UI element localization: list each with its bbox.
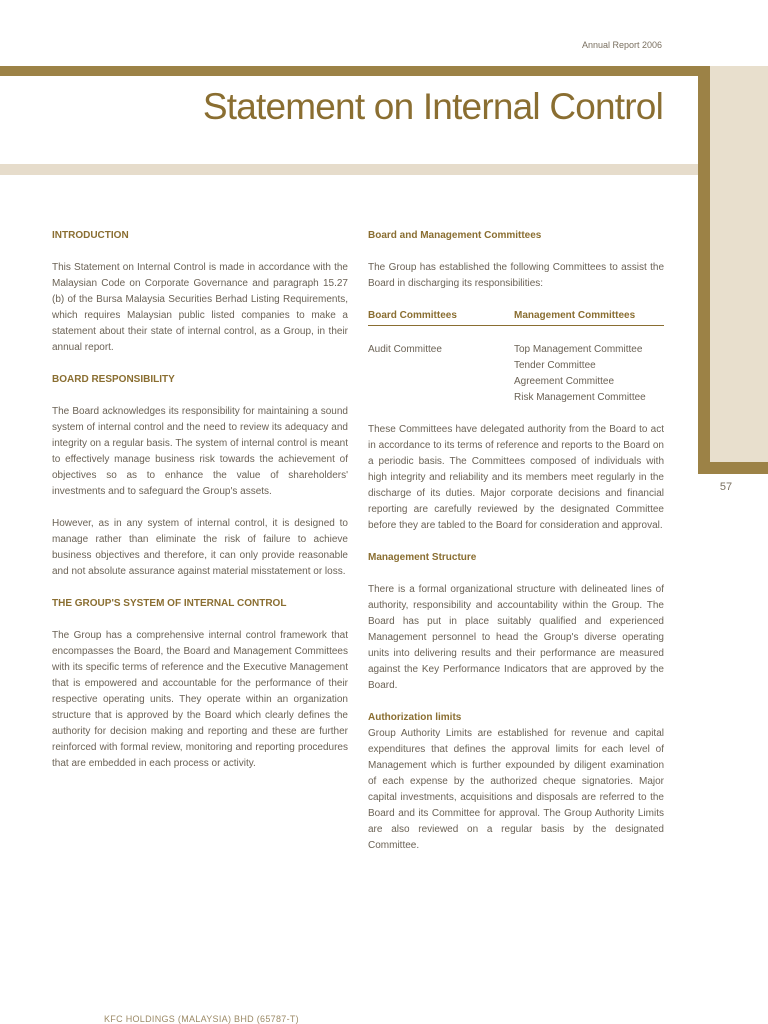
structure-heading: Management Structure bbox=[368, 552, 477, 563]
report-label: Annual Report 2006 bbox=[581, 40, 662, 50]
committees-heading: Board and Management Committees bbox=[368, 230, 542, 241]
structure-paragraph: There is a formal organizational structure with delineated lines of authority, responsibility and accountability within the Group. The Board has put in place suitably qualified and experienced Management personnel to head the Group's diverse operating units into delivering results and their performance are measured against the Key Performance Indicators that are approved by the Board. bbox=[368, 584, 664, 691]
committees-table-body bbox=[368, 342, 664, 406]
board-paragraph-2: However, as in any system of internal control, it is designed to manage rather than eliminate the risk of failure to achieve business objectives and therefore, it can only provide reasonable and not absolute assurance against material misstatement or loss. bbox=[52, 518, 348, 577]
list-item: Tender Committee bbox=[514, 360, 596, 371]
list-item: Top Management Committee bbox=[514, 344, 643, 355]
limits-heading: Authorization limits bbox=[368, 712, 462, 723]
page-title: Statement on Internal Control bbox=[202, 86, 663, 127]
side-panel bbox=[710, 66, 768, 462]
limits-paragraph: Group Authority Limits are established for revenue and capital expenditures that defines the approval limits for each level of Management which is further expounded by diligent examination of each expense by the authorized cheque signatories. Major capital investments, acquisitions and disposals are referred to the Board and its Committee for approval. The Group Authority Limits are also reviewed on a regular basis by the designated Committee. bbox=[368, 728, 664, 851]
system-paragraph: The Group has a comprehensive internal control framework that encompasses the Board, the Board and Management Committees with its specific terms of reference and the Executive Management that is empowered and accountable for the performance of their respective operating units. They operate within an organization structure that is approved by the Board which clearly defines the authority for decision making and reporting and these are further reinforced with formal review, monitoring and reporting procedures that are embedded in each process or activity. bbox=[52, 630, 348, 769]
page-number: 57 bbox=[719, 481, 733, 493]
header-band bbox=[0, 66, 710, 76]
system-heading: THE GROUP'S SYSTEM OF INTERNAL CONTROL bbox=[52, 598, 287, 609]
intro-heading: INTRODUCTION bbox=[52, 230, 129, 241]
list-item: Risk Management Committee bbox=[514, 392, 646, 403]
management-committees-list bbox=[514, 342, 664, 406]
left-column bbox=[52, 228, 348, 788]
title-underline-band bbox=[0, 164, 698, 175]
intro-paragraph: This Statement on Internal Control is made in accordance with the Malaysian Code on Corporate Governance and paragraph 15.27 (b) of the Bursa Malaysia Securities Berhad Listing Requirements, which requires Malaysian public listed companies to make a statement about their state of internal control, as a Group, in their annual report. bbox=[52, 262, 348, 353]
right-column bbox=[368, 228, 664, 870]
list-item: Audit Committee bbox=[368, 344, 442, 355]
board-paragraph-1: The Board acknowledges its responsibility for maintaining a sound system of internal control and the need to review its adequacy and integrity on a regular basis. The system of internal control is meant to effectively manage business risk towards the achievement of objectives so as to enhance the value of shareholders' investments and to safeguard the Group's assets. bbox=[52, 406, 348, 497]
list-item: Agreement Committee bbox=[514, 376, 615, 387]
table-head-management: Management Committees bbox=[514, 310, 636, 321]
side-band bbox=[698, 66, 710, 474]
committees-table-header bbox=[368, 308, 664, 326]
side-band-foot bbox=[698, 462, 768, 474]
footer-company: KFC HOLDINGS (MALAYSIA) BHD (65787-T) bbox=[104, 1014, 299, 1024]
board-committees-list bbox=[368, 342, 514, 406]
board-heading: BOARD RESPONSIBILITY bbox=[52, 374, 175, 385]
table-head-board: Board Committees bbox=[368, 310, 457, 321]
committees-paragraph: These Committees have delegated authority from the Board to act in accordance to its terms of reference and reports to the Board on a periodic basis. The Committees composed of individuals with high integrity and reliability and its members meet regularly in the discharge of its duties. Major corporate decisions and financial reporting are carefully reviewed by the designated Committee before they are tabled to the Board for consideration and approval. bbox=[368, 424, 664, 531]
committees-intro: The Group has established the following Committees to assist the Board in discharging its responsibilities: bbox=[368, 262, 664, 289]
